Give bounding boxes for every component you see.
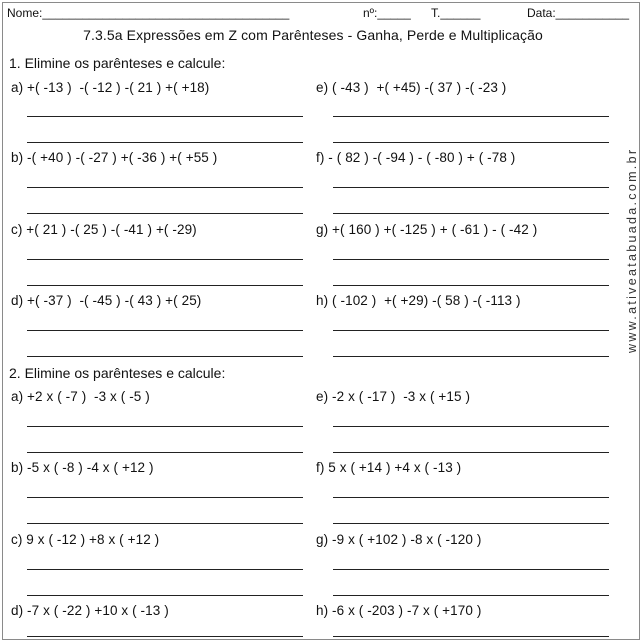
question-1c: c) +( 21 ) -( 25 ) -( -41 ) +( -29) <box>11 222 197 237</box>
answer-line[interactable] <box>333 595 609 596</box>
answer-line[interactable] <box>27 330 303 331</box>
question-1b: b) -( +40 ) -( -27 ) +( -36 ) +( +55 ) <box>11 150 218 165</box>
question-1h: h) ( -102 ) +( +29) -( 58 ) -( -113 ) <box>316 293 521 308</box>
answer-line[interactable] <box>333 259 609 260</box>
section-1-heading: 1. Elimine os parênteses e calcule: <box>9 55 226 71</box>
question-2g: g) -9 x ( +102 ) -8 x ( -120 ) <box>316 532 482 547</box>
answer-line[interactable] <box>333 356 609 357</box>
answer-line[interactable] <box>27 213 303 214</box>
question-1f: f) - ( 82 ) -( -94 ) - ( -80 ) + ( -78 ) <box>316 150 516 165</box>
answer-line[interactable] <box>333 452 609 453</box>
question-2c: c) 9 x ( -12 ) +8 x ( +12 ) <box>11 532 160 547</box>
question-1a: a) +( -13 ) -( -12 ) -( 21 ) +( +18) <box>11 80 210 95</box>
class-field[interactable]: T.______ <box>431 6 481 20</box>
answer-line[interactable] <box>333 330 609 331</box>
answer-line[interactable] <box>333 497 609 498</box>
section-2-heading: 2. Elimine os parênteses e calcule: <box>9 365 226 381</box>
question-2a: a) +2 x ( -7 ) -3 x ( -5 ) <box>11 389 150 404</box>
answer-line[interactable] <box>333 523 609 524</box>
question-2f: f) 5 x ( +14 ) +4 x ( -13 ) <box>316 460 462 475</box>
answer-line[interactable] <box>27 636 303 637</box>
question-2b: b) -5 x ( -8 ) -4 x ( +12 ) <box>11 460 154 475</box>
answer-line[interactable] <box>27 452 303 453</box>
question-1g: g) +( 160 ) +( -125 ) + ( -61 ) - ( -42 ) <box>316 222 538 237</box>
answer-line[interactable] <box>27 523 303 524</box>
question-1d: d) +( -37 ) -( -45 ) -( 43 ) +( 25) <box>11 293 202 308</box>
answer-line[interactable] <box>27 187 303 188</box>
answer-line[interactable] <box>27 142 303 143</box>
answer-line[interactable] <box>333 569 609 570</box>
answer-line[interactable] <box>27 426 303 427</box>
question-2h: h) -6 x ( -203 ) -7 x ( +170 ) <box>316 603 482 618</box>
answer-line[interactable] <box>27 497 303 498</box>
answer-line[interactable] <box>27 116 303 117</box>
answer-line[interactable] <box>333 187 609 188</box>
answer-line[interactable] <box>333 142 609 143</box>
answer-line[interactable] <box>333 116 609 117</box>
website-watermark: www.ativeatabuada.com.br <box>625 147 639 353</box>
worksheet-title: 7.3.5a Expressões em Z com Parênteses - Ganha, Perde e Multiplicação <box>83 27 543 43</box>
question-2e: e) -2 x ( -17 ) -3 x ( +15 ) <box>316 389 471 404</box>
answer-line[interactable] <box>333 426 609 427</box>
answer-line[interactable] <box>333 213 609 214</box>
name-field[interactable]: Nome:_____________________________________ <box>7 6 290 20</box>
answer-line[interactable] <box>333 636 609 637</box>
number-field[interactable]: nº:_____ <box>363 6 411 20</box>
answer-line[interactable] <box>27 356 303 357</box>
answer-line[interactable] <box>27 569 303 570</box>
worksheet-page <box>2 2 640 640</box>
date-field[interactable]: Data:___________ <box>527 6 630 20</box>
answer-line[interactable] <box>333 285 609 286</box>
answer-line[interactable] <box>27 259 303 260</box>
question-2d: d) -7 x ( -22 ) +10 x ( -13 ) <box>11 603 169 618</box>
student-info-header <box>7 6 635 21</box>
answer-line[interactable] <box>27 285 303 286</box>
question-1e: e) ( -43 ) +( +45) -( 37 ) -( -23 ) <box>316 80 507 95</box>
answer-line[interactable] <box>27 595 303 596</box>
